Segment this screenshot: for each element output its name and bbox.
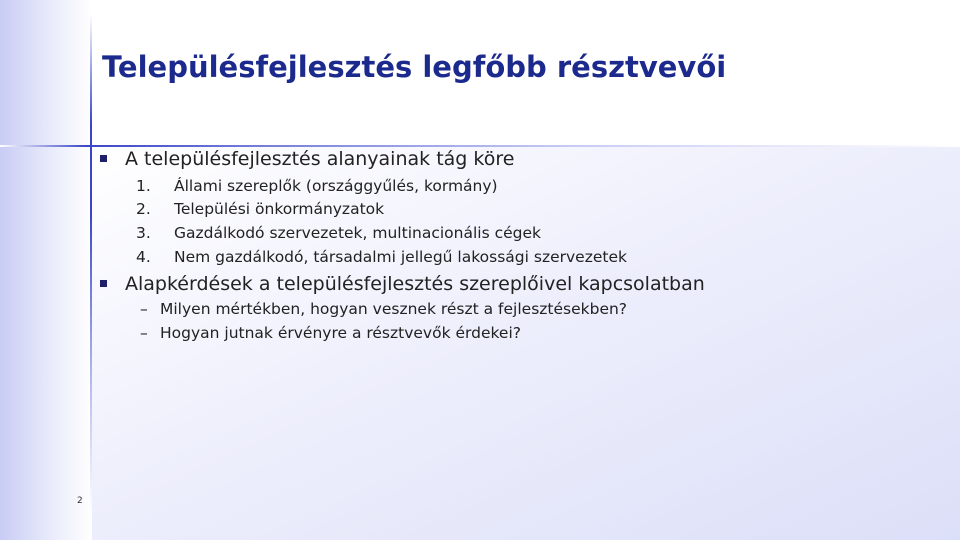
item-number: 2.: [136, 200, 151, 218]
item-text: Hogyan jutnak érvényre a résztvevők érdekei?: [160, 324, 521, 342]
item-number: 3.: [136, 224, 151, 242]
page-number: 2: [77, 496, 83, 506]
item-text: Nem gazdálkodó, társadalmi jellegű lakossági szervezetek: [174, 248, 627, 266]
bullet-text: Alapkérdések a településfejlesztés szereplőivel kapcsolatban: [125, 273, 705, 295]
item-text: Milyen mértékben, hogyan vesznek részt a fejlesztésekben?: [160, 300, 628, 318]
horizontal-accent-line: [0, 145, 960, 147]
numbered-item: [136, 224, 541, 242]
dash-item: [140, 300, 627, 318]
dash-marker: –: [140, 324, 148, 342]
square-bullet-icon: [100, 280, 107, 287]
item-text: Gazdálkodó szervezetek, multinacionális cégek: [174, 224, 541, 242]
slide-title: Településfejlesztés legfőbb résztvevői: [102, 50, 727, 84]
dash-item: [140, 324, 521, 342]
bullet-item-2: [100, 273, 705, 295]
vertical-accent-line: [90, 14, 92, 514]
bullet-item-1: [100, 148, 514, 170]
square-bullet-icon: [100, 155, 107, 162]
numbered-item: [136, 248, 627, 266]
dash-marker: –: [140, 300, 148, 318]
numbered-item: [136, 200, 384, 218]
bullet-text: A településfejlesztés alanyainak tág köre: [125, 148, 515, 170]
item-number: 4.: [136, 248, 151, 266]
numbered-item: [136, 177, 498, 195]
left-gradient-band: [0, 0, 92, 540]
item-text: Települési önkormányzatok: [174, 200, 385, 218]
item-text: Állami szereplők (országgyűlés, kormány): [174, 177, 498, 195]
item-number: 1.: [136, 177, 151, 195]
